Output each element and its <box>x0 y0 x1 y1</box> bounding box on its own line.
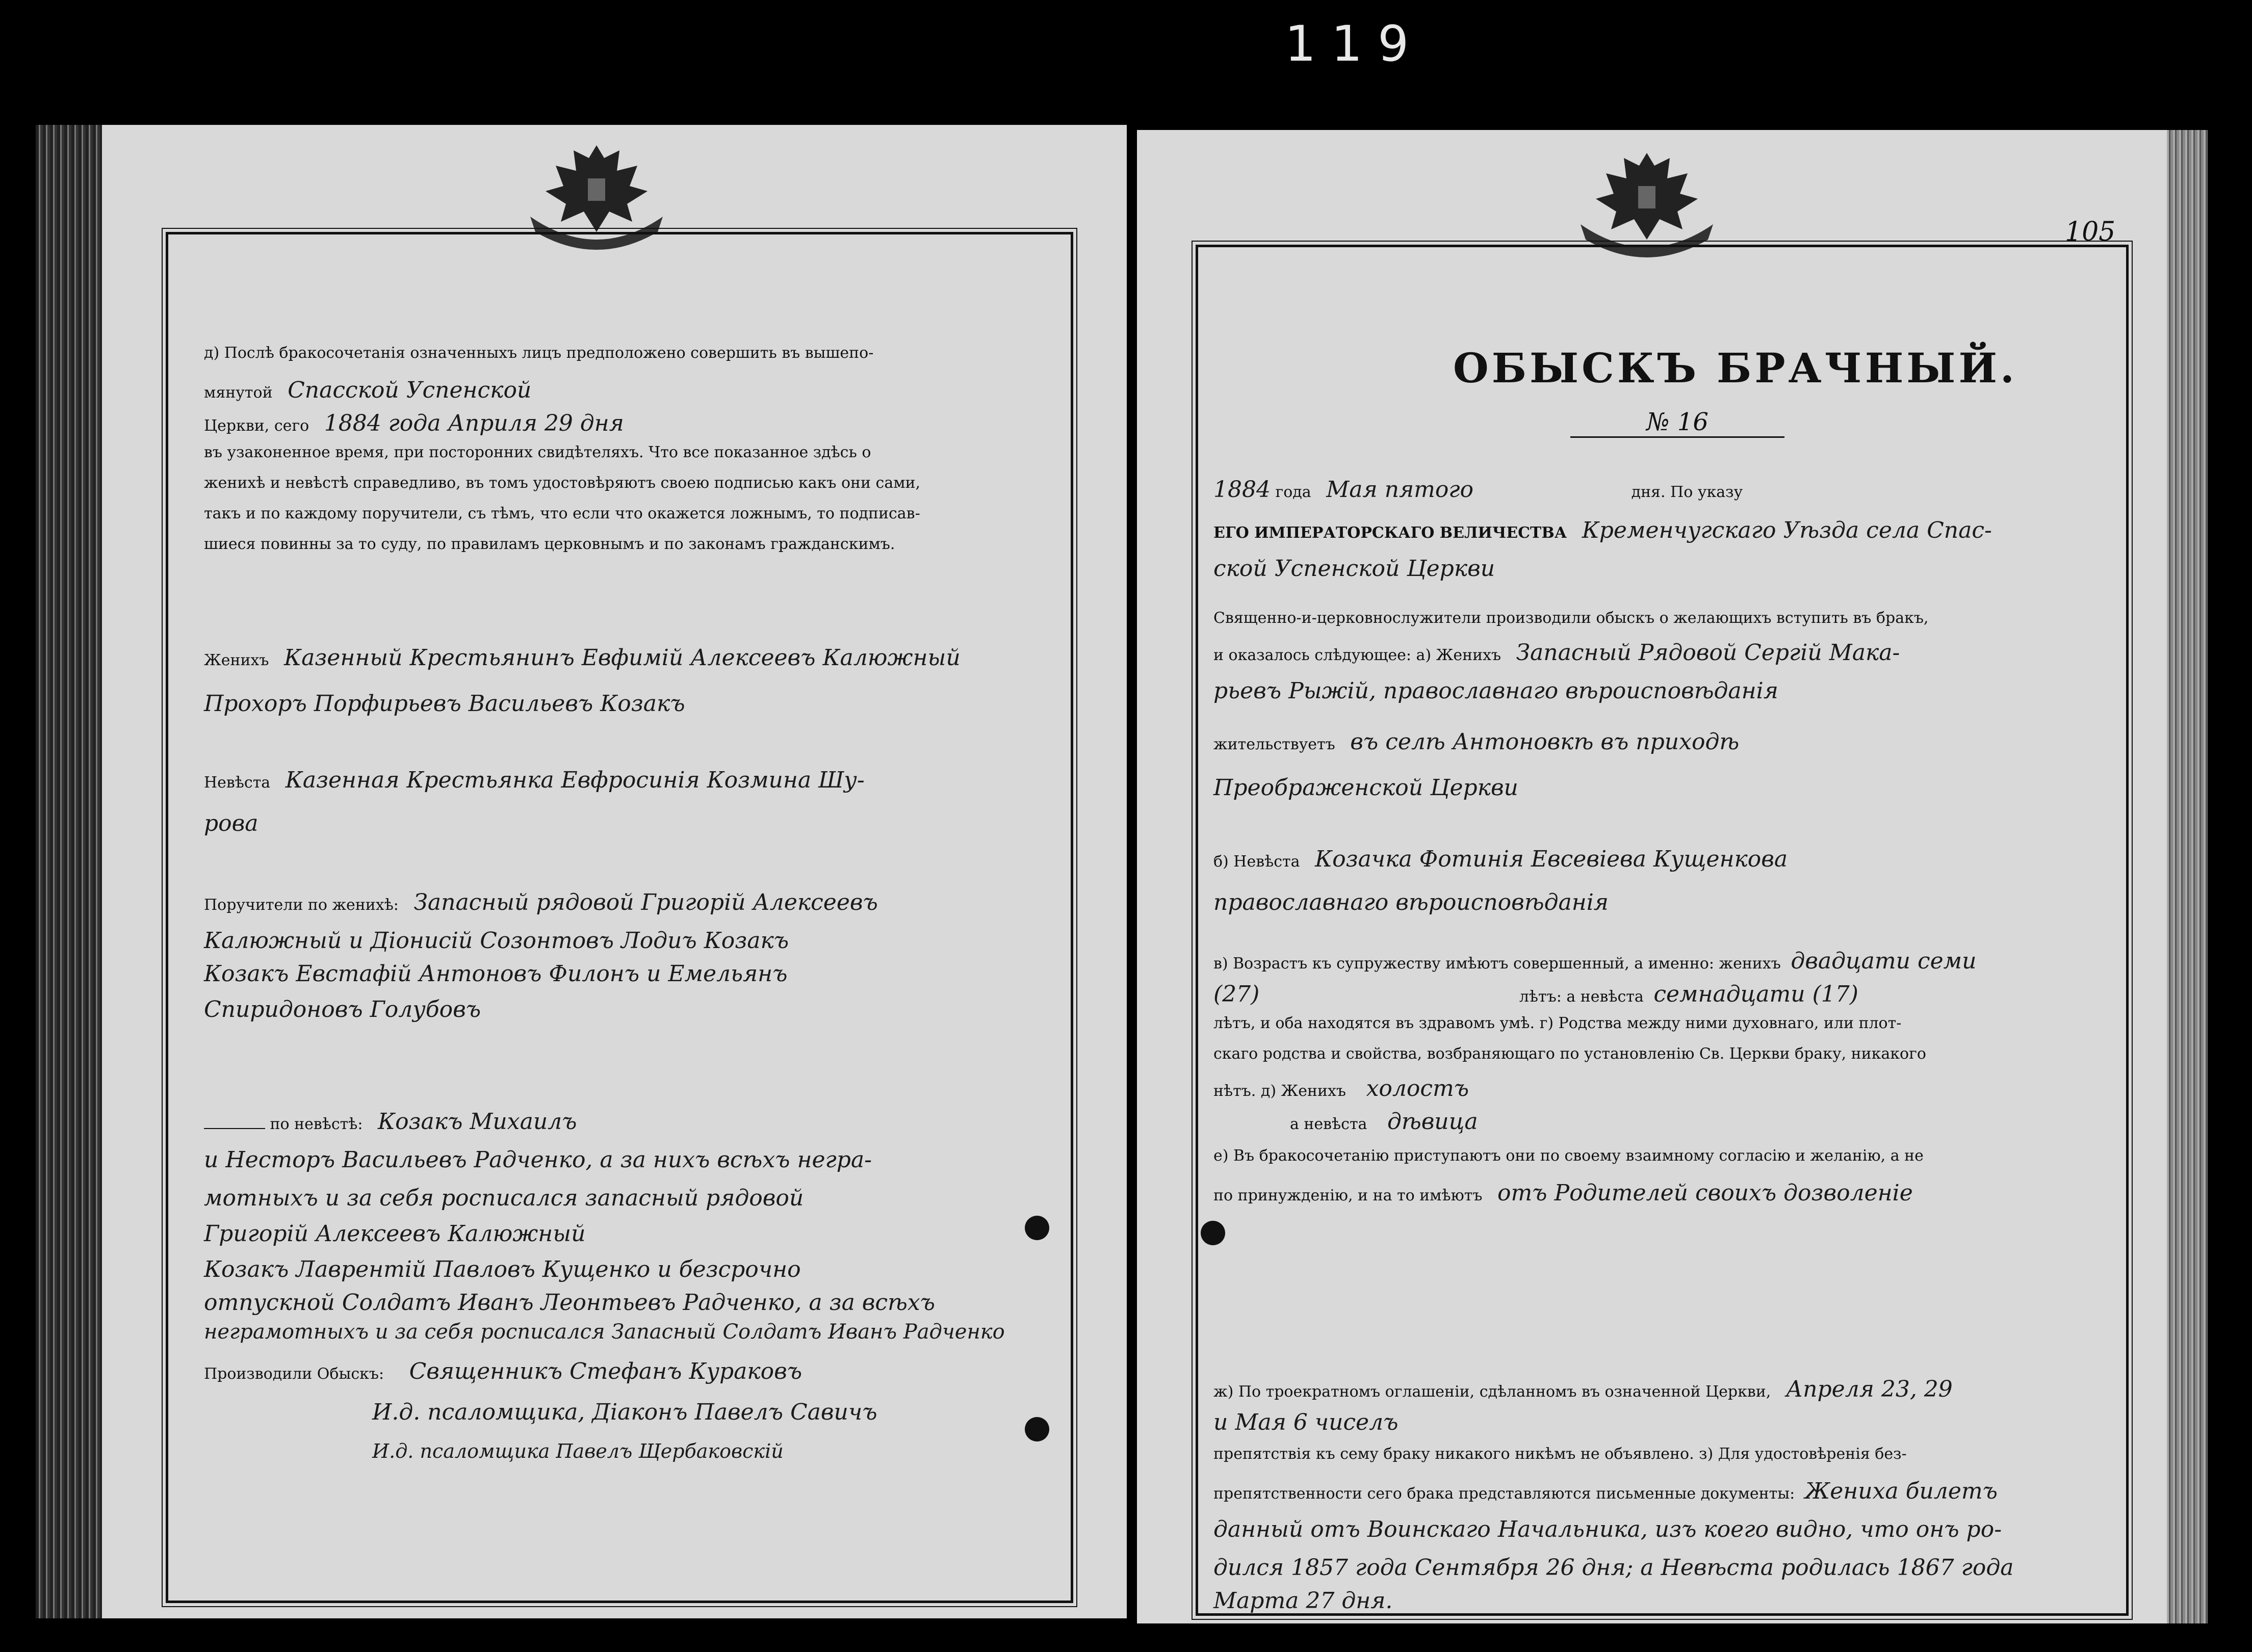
guarantors-groom-label: Поручители по женихѣ: <box>204 896 399 914</box>
text-label: Церкви, сего <box>204 417 309 435</box>
guarantors-bride-line4: Григорій Алексеевъ Калюжный <box>204 1221 586 1247</box>
handwritten-guarantors: Запасный рядовой Григорій Алексеевъ <box>413 889 878 915</box>
groom-line2: Прохоръ Порфирьевъ Васильевъ Козакъ <box>204 691 685 717</box>
para-d-line2 <box>204 377 531 403</box>
text-label: мянутой <box>204 384 273 402</box>
conductors-line3: И.д. псаломщика Павелъ Щербаковскій <box>372 1440 784 1462</box>
groom-label: Женихъ <box>204 651 269 669</box>
guarantors-bride-line7: неграмотныхъ и за себя росписался Запасный Солдатъ Иванъ Радченко <box>204 1320 1005 1344</box>
page-number: 105 <box>2065 217 2116 247</box>
handwritten-day: Мая пятого <box>1326 477 1474 503</box>
guarantors-bride-line2: и Несторъ Васильевъ Радченко, а за нихъ всѣхъ негра- <box>204 1147 872 1173</box>
text-label: препятственности сего брака представляются письменные документы: <box>1213 1485 1795 1503</box>
right-line19 <box>1213 1376 1953 1402</box>
right-line13: лѣтъ, и оба находятся въ здравомъ умѣ. г) Родства между ними духовнаго, или плот- <box>1213 1014 1902 1032</box>
right-line17: е) Въ бракосочетанію приступаютъ они по своему взаимному согласію и желанію, а не <box>1213 1147 1924 1165</box>
handwritten-status: дѣвица <box>1387 1109 1478 1135</box>
text-label: лѣтъ: а невѣста <box>1519 988 1644 1006</box>
groom-line1 <box>204 645 961 671</box>
para-d-line3 <box>204 410 624 436</box>
handwritten-documents: Жениха билетъ <box>1804 1478 1998 1504</box>
handwritten-bride: Козачка Фотинія Евсевіева Кущенкова <box>1315 846 1788 872</box>
right-line20: и Мая 6 чиселъ <box>1213 1409 1399 1435</box>
guarantors-bride-line6: отпускной Солдатъ Иванъ Леонтьевъ Радченко, а за всѣхъ <box>204 1290 935 1316</box>
handwritten-age: двадцати семи <box>1791 948 1977 974</box>
right-line21: препятствія къ сему браку никакого никѣмъ не объявлено. з) Для удостовѣренія без- <box>1213 1445 1907 1463</box>
text-label: а невѣста <box>1290 1115 1367 1133</box>
bride-line2: рова <box>204 810 258 836</box>
handwritten-bride: Казенная Крестьянка Евфросинія Козмина Шу- <box>285 767 865 793</box>
bride-line1 <box>204 767 865 793</box>
guarantors-bride-line1 <box>204 1109 577 1135</box>
right-line9 <box>1213 846 1788 872</box>
handwritten-location: Кременчугскаго Уѣзда села Спас- <box>1582 517 1992 543</box>
handwritten-age: семнадцати (17) <box>1653 981 1858 1007</box>
handwritten-status: холостъ <box>1366 1076 1469 1102</box>
groom-label: и оказалось слѣдующее: а) Женихъ <box>1213 646 1502 664</box>
binding-hole-icon <box>1025 1417 1049 1441</box>
conductors-line2: И.д. псаломщика, Діаконъ Павелъ Савичъ <box>372 1399 877 1425</box>
right-line2 <box>1213 517 1992 543</box>
right-line8: Преображенской Церкви <box>1213 775 1518 801</box>
para-d-line6: такъ и по каждому поручители, съ тѣмъ, что если что окажется ложнымъ, то подписав- <box>204 505 920 522</box>
para-d-line7: шиеся повинны за то суду, по правиламъ церковнымъ и по законамъ гражданскимъ. <box>204 535 895 553</box>
text-label: по принужденію, и на то имѣютъ <box>1213 1187 1483 1204</box>
binding-hole-icon <box>1025 1216 1049 1240</box>
text-label: ж) По троекратномъ оглашеніи, сдѣланномъ въ означенной Церкви, <box>1213 1383 1771 1401</box>
handwritten-groom: Казенный Крестьянинъ Евфимій Алексеевъ Калюжный <box>284 645 961 671</box>
right-page <box>1137 130 2167 1623</box>
document-title: ОБЫСКЪ БРАЧНЫЙ. <box>1453 344 2017 392</box>
right-line18 <box>1213 1180 1913 1206</box>
guarantors-bride-label: по невѣстѣ: <box>270 1115 363 1133</box>
conductors-line1 <box>204 1358 802 1384</box>
text-label: дня. По указу <box>1631 483 1743 501</box>
guarantors-bride-line3: мотныхъ и за себя росписался запасный рядовой <box>204 1185 804 1211</box>
handwritten-residence: въ селѣ Антоновкѣ въ приходѣ <box>1350 729 1740 755</box>
guarantors-groom-line3: Козакъ Евстафій Антоновъ Филонъ и Емельянъ <box>204 961 788 987</box>
right-line14: скаго родства и свойства, возбраняющаго по установленію Св. Церкви браку, никакого <box>1213 1045 1926 1063</box>
handwritten-banns-dates: Апреля 23, 29 <box>1785 1376 1953 1402</box>
right-line22 <box>1213 1478 1998 1504</box>
blank-rule <box>204 1128 265 1129</box>
right-line7 <box>1213 729 1739 755</box>
guarantors-bride-line5: Козакъ Лаврентій Павловъ Кущенко и безсрочно <box>204 1256 801 1282</box>
handwritten-date: 1884 года Априля 29 дня <box>324 410 624 436</box>
guarantors-groom-line2: Калюжный и Діонисій Созонтовъ Лодиъ Козакъ <box>204 928 789 954</box>
para-d-line4: въ узаконенное время, при посторонних свидѣтеляхъ. Что все показанное здѣсь о <box>204 443 871 461</box>
page-frame <box>166 232 1073 1603</box>
residence-label: жительствуетъ <box>1213 736 1335 753</box>
handwritten-church: Спасской Успенской <box>288 377 532 403</box>
binding-hole-icon <box>1201 1221 1225 1245</box>
right-line23: данный отъ Воинскаго Начальника, изъ коего видно, что онъ ро- <box>1213 1516 2002 1542</box>
handwritten-priest: Священникъ Стефанъ Кураковъ <box>409 1358 803 1384</box>
para-d-line5: женихѣ и невѣстѣ справедливо, въ томъ удостовѣряютъ своею подписью какъ они сами, <box>204 474 921 492</box>
handwritten-year: 1884 <box>1213 477 1271 503</box>
guarantors-groom-line4: Спиридоновъ Голубовъ <box>204 997 481 1022</box>
right-line6: рьевъ Рыжій, православнаго вѣроисповѣданія <box>1213 678 1778 704</box>
text-label: года <box>1275 483 1311 501</box>
right-line15 <box>1213 1076 1469 1102</box>
record-number: № 16 <box>1570 408 1784 438</box>
right-line24: дился 1857 года Сентября 26 дня; а Невѣста родилась 1867 года <box>1213 1555 2014 1581</box>
text-label: ЕГО ИМПЕРАТОРСКАГО ВЕЛИЧЕСТВА <box>1213 524 1567 542</box>
age-label: в) Возрастъ къ супружеству имѣютъ совершенный, а именно: женихъ <box>1213 955 1781 973</box>
right-line11 <box>1213 948 1976 974</box>
right-line10: православнаго вѣроисповѣданія <box>1213 889 1609 915</box>
conductors-label: Производили Обыскъ: <box>204 1365 384 1383</box>
right-line4: Священно-и-церковнослужители производили обыскъ о желающихъ вступить въ бракъ, <box>1213 609 1929 627</box>
para-d-line1: д) Послѣ бракосочетанія означенныхъ лицъ предположено совершить въ вышепо- <box>204 344 874 362</box>
left-page <box>102 125 1127 1618</box>
handwritten-guarantors: Козакъ Михаилъ <box>378 1109 577 1135</box>
handwritten-consent: отъ Родителей своихъ дозволеніе <box>1497 1180 1913 1206</box>
right-line5 <box>1213 640 1900 666</box>
imperial-eagle-crest-icon <box>1565 143 1728 260</box>
handwritten-age-number: (27) <box>1213 981 1260 1007</box>
right-line16 <box>1290 1109 1478 1135</box>
guarantors-groom-line1 <box>204 889 878 915</box>
right-line1 <box>1213 477 1743 503</box>
handwritten-groom: Запасный Рядовой Сергій Мака- <box>1516 640 1900 666</box>
archive-stamp-number: 119 <box>1285 15 1425 72</box>
right-line25: Марта 27 дня. <box>1213 1588 1393 1614</box>
bride-label: б) Невѣста <box>1213 853 1300 871</box>
right-line3: ской Успенской Церкви <box>1213 556 1495 582</box>
right-line12 <box>1213 981 1858 1007</box>
text-label: нѣтъ. д) Женихъ <box>1213 1082 1347 1100</box>
bride-label: Невѣста <box>204 774 271 792</box>
